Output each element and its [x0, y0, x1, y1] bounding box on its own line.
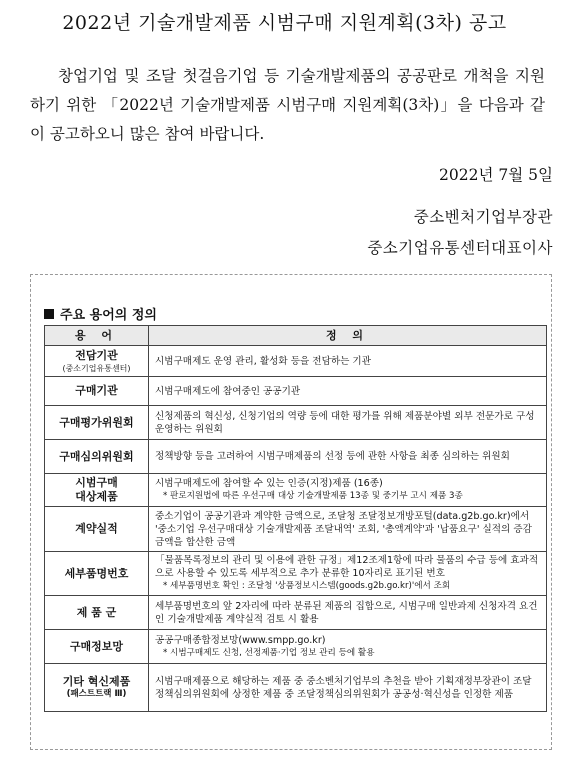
definition-note: * 세부품명번호 확인 : 조달청 '상품정보시스템(goods.g2b.go.kr)'에서 조회: [163, 581, 451, 591]
definitions-table: [44, 325, 547, 712]
term-cell: [45, 596, 149, 630]
definition-cell: [149, 406, 547, 440]
table-row: [45, 346, 547, 377]
term-name: 기타 혁신제품: [62, 675, 131, 688]
square-bullet-icon: [44, 309, 54, 319]
definition-text: 공공구매종합정보망(www.smpp.go.kr): [155, 634, 326, 646]
signatory-1: 중소벤처기업부장관: [413, 208, 553, 226]
column-header-definition: 정 의: [149, 326, 547, 346]
table-row: [45, 630, 547, 664]
document-title: 2022년 기술개발제품 시범구매 지원계획(3차) 공고: [62, 12, 507, 34]
signatory-2: 중소기업유통센터대표이사: [367, 239, 553, 257]
column-header-term: 용 어: [45, 326, 149, 346]
definition-cell: [149, 377, 547, 406]
definition-text: 시범구매제도에 참여중인 공공기관: [155, 385, 301, 397]
definition-text: 시범구매제도 운영 관리, 활성화 등을 전담하는 기관: [155, 355, 371, 367]
term-name: 전담기관: [75, 348, 118, 362]
definition-text: 중소기업이 공공기관과 계약한 금액으로, 조달청 조달정보개방포털(data.g2b.go.kr)에서 '중소기업 우선구매대상 기술개발제품 조달내역' 조회, '총액계약'과 '납품요구' 실적의 증감금액을 합산한 금액: [155, 510, 532, 548]
table-row: [45, 440, 547, 474]
term-cell: [45, 377, 149, 406]
definition-note: * 판로지원법에 따른 우선구매 대상 기술개발제품 13종 및 중기부 고시 제품 3종: [163, 491, 463, 501]
term-sub: 대상제품: [75, 490, 118, 503]
term-name: 구매정보망: [69, 639, 124, 653]
term-cell: [45, 664, 149, 712]
term-cell: [45, 630, 149, 664]
table-row: [45, 507, 547, 552]
table-row: [45, 596, 547, 630]
table-row: [45, 474, 547, 507]
table-header-row: [45, 326, 547, 346]
definition-cell: [149, 346, 547, 377]
table-row: [45, 552, 547, 596]
definition-text: 시범구매제도에 참여할 수 있는 인증(지정)제품 (16종): [155, 478, 383, 489]
section-heading: [44, 304, 157, 323]
term-name: 계약실적: [75, 522, 118, 535]
table-row: [45, 664, 547, 712]
announcement-body: 창업기업 및 조달 첫걸음기업 등 기술개발제품의 공공판로 개척을 지원하기 위한 「2022년 기술개발제품 시범구매 지원계획(3차)」을 다음과 같이 공고하오니 많은 참여 바랍니다.: [30, 67, 545, 143]
table-row: [45, 406, 547, 440]
definition-cell: [149, 474, 547, 507]
definition-text: 세부품명번호의 앞 2자리에 따라 분류된 제품의 집합으로, 시범구매 일반과제 신청자격 요건인 기술개발제품 계약실적 검토 시 활용: [155, 600, 538, 625]
term-cell: [45, 507, 149, 552]
term-cell: [45, 440, 149, 474]
term-name: 세부품명번호: [64, 566, 129, 580]
term-cell: [45, 552, 149, 596]
term-sub: (중소기업유통센터): [62, 363, 131, 373]
announcement-date: 2022년 7월 5일: [439, 166, 553, 184]
definition-cell: [149, 552, 547, 596]
definition-note: * 시범구매제도 신청, 선정제품·기업 정보 관리 등에 활용: [163, 647, 375, 658]
definition-cell: [149, 664, 547, 712]
definition-text: 신청제품의 혁신성, 신청기업의 역량 등에 대한 평가를 위해 제품분야별 외부 전문가로 구성운영하는 위원회: [155, 410, 535, 435]
definition-cell: [149, 507, 547, 552]
section-heading-text: 주요 용어의 정의: [60, 308, 157, 323]
definition-cell: [149, 596, 547, 630]
term-cell: [45, 474, 149, 507]
term-cell: [45, 346, 149, 377]
term-cell: [45, 406, 149, 440]
definition-text: 정책방향 등을 고려하여 시범구매제품의 선정 등에 관한 사항을 최종 심의하는 위원회: [155, 451, 510, 462]
definition-cell: [149, 630, 547, 664]
term-name: 구매평가위원회: [59, 415, 134, 429]
table-row: [45, 377, 547, 406]
definition-cell: [149, 440, 547, 474]
term-name: 구매심의위원회: [59, 449, 134, 463]
definition-text: 시범구매제품으로 해당하는 제품 중 중소벤처기업부의 추천을 받아 기획재정부장관이 조달정책심의위원회에 상정한 제품 중 조달정책심의위원회가 공공성·혁신성을 인정한 제품: [155, 675, 532, 700]
term-sub: (패스트트랙 Ⅲ): [66, 689, 127, 699]
term-name: 제 품 군: [76, 605, 117, 619]
term-name: 구매기관: [75, 384, 118, 397]
definition-text: 「물품목록정보의 관리 및 이용에 관한 규정」제12조제1항에 따라 물품의 수급 등에 효과적으로 사용할 수 있도록 세부적으로 추가 분류한 10자리로 표기된 번호: [155, 555, 539, 579]
term-name: 시범구매: [75, 476, 118, 489]
